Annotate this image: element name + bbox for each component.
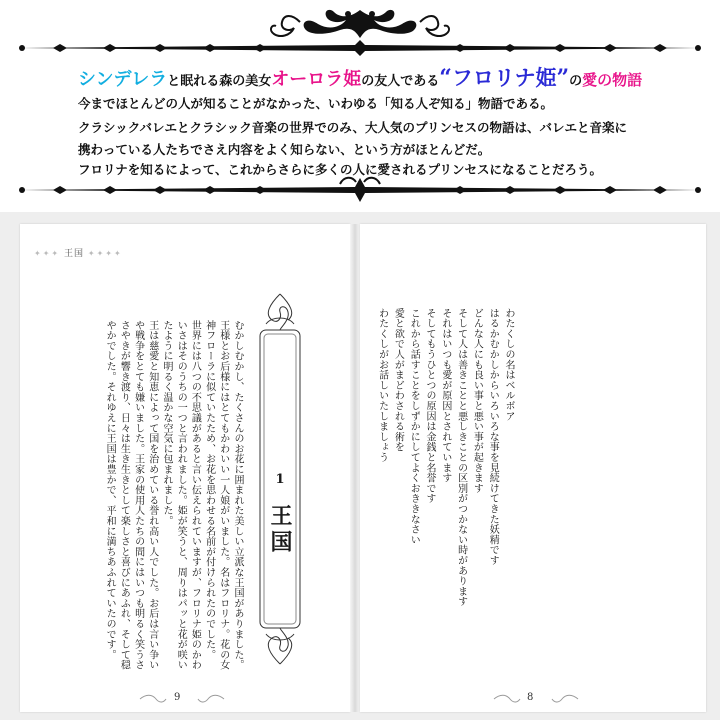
left-page	[20, 224, 350, 712]
divider-diamond	[103, 186, 117, 194]
divider-diamond	[503, 186, 517, 194]
promo-line-5: フロリナを知るによって、これからさらに多くの人に愛されるプリンセスになることだろう。	[78, 162, 603, 177]
chapter-number: 1	[275, 472, 285, 487]
divider-diamond	[553, 44, 567, 52]
running-head	[34, 246, 123, 259]
divider-diamond	[553, 186, 567, 194]
divider-diamond	[53, 186, 67, 194]
promo-quote-close: ”	[556, 65, 570, 91]
top-ornament-divider	[0, 4, 720, 60]
divider-diamond	[203, 44, 217, 52]
running-head-dots-left: ✦✦✦	[34, 249, 61, 258]
folio-ornament-right	[196, 694, 226, 704]
divider-diamond	[603, 186, 617, 194]
divider-diamond	[453, 186, 467, 194]
fairy-narration-text: わたくしの名はベルボア はるかむかしからいろいろな事を見続けてきた妖精です どんな人にも良い事と悪い事が起きます そして人は善きことと悪しきことの区別がつかない時があります それはいつも愛が原因とされています そしてもうひとつの原因は金銭と名誉です これから話すことをしずかにしてよくおききなさい 愛と欲で人がまどわされる術を わたくしがお話しいたしましょう	[376, 308, 514, 607]
bottom-ornament-divider	[0, 170, 720, 204]
divider-diamond	[153, 186, 167, 194]
promo-friend: の友人である	[361, 74, 440, 89]
divider-diamond	[153, 44, 167, 52]
promo-no: の	[569, 74, 583, 89]
divider-diamond	[653, 186, 667, 194]
promo-love-story: 愛の物語	[582, 71, 643, 89]
divider-diamond	[653, 44, 667, 52]
divider-diamond	[53, 44, 67, 52]
page-number-left: 9	[174, 692, 181, 703]
divider-diamond	[453, 44, 467, 52]
book-spread	[0, 212, 720, 720]
promo-florina: フロリナ姫	[451, 65, 557, 90]
divider-diamond	[503, 44, 517, 52]
divider-diamond	[253, 186, 267, 194]
right-page	[360, 224, 706, 712]
folio-ornament-right	[550, 694, 580, 704]
promo-aurora: オーロラ姫	[271, 69, 362, 90]
running-head-dots-right: ✦✦✦✦	[87, 249, 123, 258]
folio-ornament-left	[138, 694, 168, 704]
chapter-title-frame	[250, 290, 310, 668]
promo-line-2: 今までほとんどの人が知ることがなかった、いわゆる「知る人ぞ知る」物語である。	[78, 96, 554, 111]
divider-diamond	[203, 186, 217, 194]
page-number-right: 8	[527, 692, 534, 703]
chapter-title: 王国	[267, 504, 293, 556]
chapter-body-text: むかしむかし、たくさんのお花に囲まれた美しい立派な王国がありました。王様とお后様にはとてもかわいい一人娘がいました。名はフロリナ。花の女神フローラに似ていたため、お花を思わせる名前が付けられたのでした。 世界には八つの不思議があると言い伝えられていますが、フロリナ姫のかわいさはそのうちの一つと言われました。姫が笑うと、周りはパッと花が咲いたように明るく温かな空気に包まれました。 王は慈愛と知恵によって国を治めている誉れ高い人でした。お后は言い争いや戦争をとても嫌いました。王家の使用人たちの間にはいつも明るく笑うささやきが響き渡り、日々は生き生きとして楽しさと喜びにあふれ、そして穏やかでした。それゆえに王国は豊かで、平和に満ちあふれていたのです。	[104, 320, 243, 671]
promo-headline	[78, 62, 642, 92]
folio-ornament-left	[492, 694, 522, 704]
divider-diamond	[603, 44, 617, 52]
divider-diamond	[253, 44, 267, 52]
promo-cinderella: シンデレラ	[78, 69, 168, 90]
promo-line-4: 携わっている人たちでさえ内容をよく知らない、という方がほとんどだ。	[78, 142, 491, 157]
promo-quote-open: “	[439, 65, 452, 91]
promo-line-3: クラシックバレエとクラシック音楽の世界でのみ、大人気のプリンセスの物語は、バレエと音楽に	[78, 120, 628, 135]
running-head-title: 王国	[63, 249, 84, 259]
divider-diamond	[103, 44, 117, 52]
promo-and-sleeping: と眠れる森の美女	[167, 74, 272, 89]
